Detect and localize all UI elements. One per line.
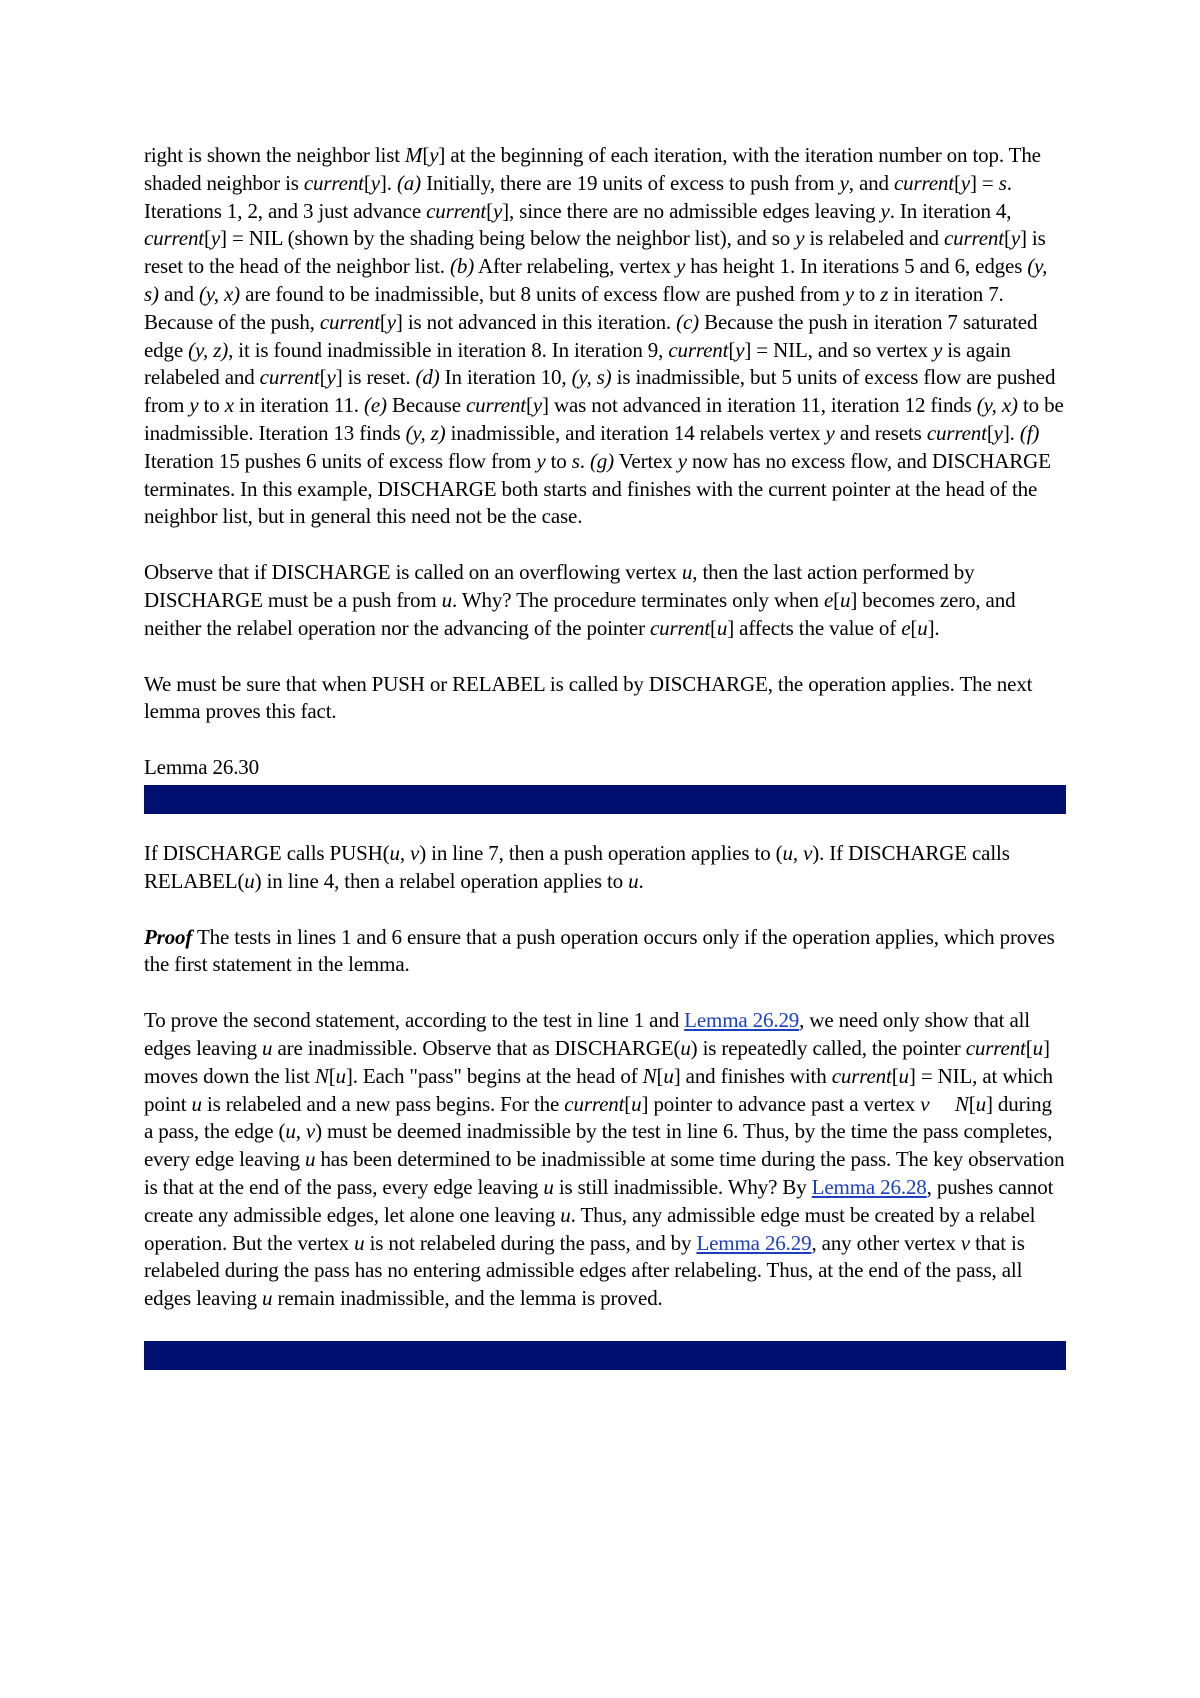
figure-caption-paragraph: right is shown the neighbor list M[y] at the beginning of each iteration, with the iteration number on top. The shaded neighbor is current[y]. (a) Initially, there are 19 units of excess to push from y, and current[y] = s. Iterations 1, 2, and 3 just advance current[y], since there are no admissible edges leaving y. In iteration 4, current[y] = NIL (shown by the shading being below the neighbor list), and so y is relabeled and current[y] is reset to the head of the neighbor list. (b) After relabeling, vertex y has height 1. In iterations 5 and 6, edges (y, s) and (y, x) are found to be inadmissible, but 8 units of excess flow are pushed from y to z in iteration 7. Because of the push, current[y] is not advanced in this iteration. (c) Because the push in iteration 7 saturated edge (y, z), it is found inadmissible in iteration 8. In iteration 9, current[y] = NIL, and so vertex y is again relabeled and current[y] is reset. (d) In iteration 10, (y, s) is inadmissible, but 5 units of excess flow are pushed from y to x in iteration 11. (e) Because current[y] was not advanced in iteration 11, iteration 12 finds (y, x) to be inadmissible. Iteration 13 finds (y, z) inadmissible, and iteration 14 relabels vertex y and resets current[y]. (f) Iteration 15 pushes 6 units of excess flow from y to s. (g) Vertex y now has no excess flow, and DISCHARGE terminates. In this example, DISCHARGE both starts and finishes with the current pointer at the head of the neighbor list, but in general this need not be the case. bbox=[144, 143, 1064, 529]
document-page bbox=[144, 142, 1066, 1396]
lemma-footer-bar bbox=[144, 1341, 1066, 1370]
observe-paragraph: Observe that if DISCHARGE is called on an overflowing vertex u, then the last action performed by DISCHARGE must be a push from u. Why? The procedure terminates only when e[u] becomes zero, and neither the relabel operation nor the advancing of the pointer current[u] affects the value of e[u]. bbox=[144, 560, 1016, 640]
lemma-header-bar bbox=[144, 785, 1066, 814]
proof-paragraph: Proof The tests in lines 1 and 6 ensure that a push operation occurs only if the operation applies, which proves the first statement in the lemma. bbox=[144, 924, 1055, 977]
lemma-title: Lemma 26.30 bbox=[144, 755, 259, 780]
proof-label: Proof bbox=[144, 924, 193, 949]
lemma-26-29-link-2[interactable]: Lemma 26.29 bbox=[696, 1230, 812, 1255]
second-statement-paragraph: To prove the second statement, according to the test in line 1 and Lemma 26.29, we need only show that all edges leaving u are inadmissible. Observe that as DISCHARGE(u) is repeatedly called, the pointer current[u] moves down the list N[u]. Each "pass" begins at the head of N[u] and finishes with current[u] = NIL, at which point u is relabeled and a new pass begins. For the current[u] pointer to advance past a vertex v N[u] during a pass, the edge (u, v) must be deemed inadmissible by the test in line 6. Thus, by the time the pass completes, every edge leaving u has been determined to be inadmissible at some time during the pass. The key observation is that at the end of the pass, every edge leaving u is still inadmissible. Why? By Lemma 26.28, pushes cannot create any admissible edges, let alone one leaving u. Thus, any admissible edge must be created by a relabel operation. But the vertex u is not relabeled during the pass, and by Lemma 26.29, any other vertex v that is relabeled during the pass has no entering admissible edges after relabeling. Thus, at the end of the pass, all edges leaving u remain inadmissible, and the lemma is proved. bbox=[144, 1008, 1065, 1311]
lemma-statement: If DISCHARGE calls PUSH(u, v) in line 7, then a push operation applies to (u, v). If DISCHARGE calls RELABEL(u) in line 4, then a relabel operation applies to u. bbox=[144, 840, 1010, 893]
lemma-26-28-link[interactable]: Lemma 26.28 bbox=[811, 1174, 927, 1199]
lemma-26-29-link[interactable]: Lemma 26.29 bbox=[684, 1008, 800, 1033]
must-be-sure-paragraph: We must be sure that when PUSH or RELABEL is called by DISCHARGE, the operation applies. The next lemma proves this fact. bbox=[144, 671, 1033, 724]
